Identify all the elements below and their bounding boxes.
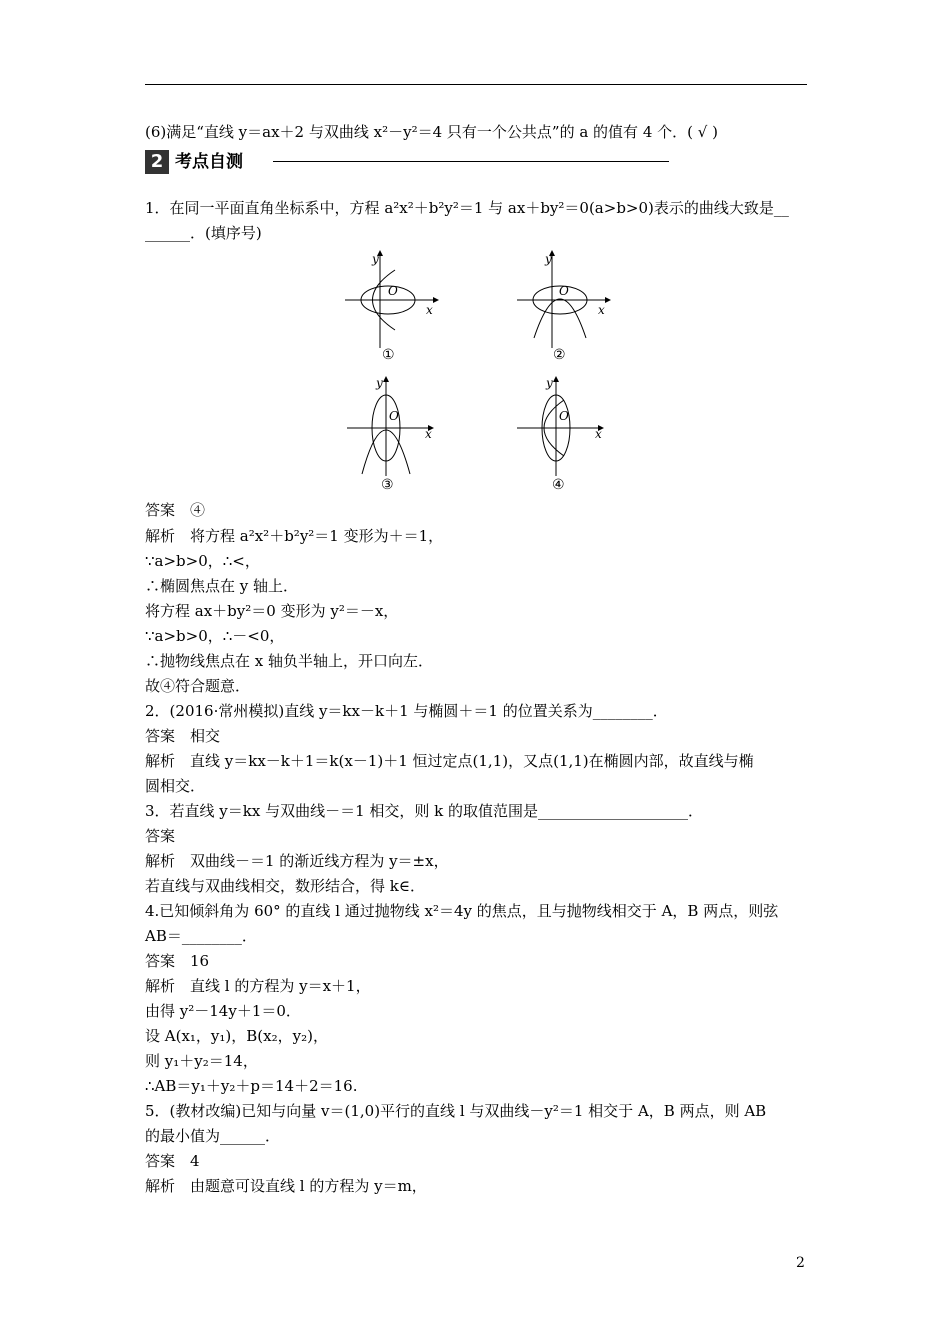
q4-line2: AB＝________． xyxy=(145,927,257,945)
figure-4-x-label: x xyxy=(595,427,602,441)
q5-line2: 的最小值为______． xyxy=(145,1127,281,1145)
q1-answer: 答案 ④ xyxy=(145,501,206,519)
q3-question: 3．若直线 y＝kx 与双曲线－＝1 相交，则 k 的取值范围是____________________． xyxy=(145,802,704,820)
q2-question: 2．(2016·常州模拟)直线 y＝kx－k＋1 与椭圆＋＝1 的位置关系为________． xyxy=(145,702,668,720)
figure-3-label: ③ xyxy=(381,477,394,493)
q4-analysis-line: 由得 y²－14y＋1＝0． xyxy=(145,1002,301,1020)
q1-analysis-line: 故④符合题意． xyxy=(145,677,251,695)
q4-analysis-line: 则 y₁＋y₂＝14， xyxy=(145,1052,258,1070)
q4-analysis-line: ∴AB＝y₁＋y₂＋p＝14＋2＝16. xyxy=(145,1077,358,1095)
q5-analysis: 解析 由题意可设直线 l 的方程为 y＝m， xyxy=(145,1177,427,1195)
figure-3-origin-label: O xyxy=(389,409,399,423)
q2-analysis-line1: 解析 直线 y＝kx－k＋1＝k(x－1)＋1 恒过定点(1,1)，又点(1,1)在椭圆内部，故直线与椭 xyxy=(145,752,754,770)
q1-analysis-line: 将方程 ax＋by²＝0 变形为 y²＝－x， xyxy=(145,602,399,620)
figure-4-origin-label: O xyxy=(559,409,569,423)
figure-1-y-label: y xyxy=(372,252,379,266)
q5-line1: 5．(教材改编)已知与向量 v＝(1,0)平行的直线 l 与双曲线－y²＝1 相交于 A，B 两点，则 AB xyxy=(145,1102,767,1120)
q4-analysis-line: 解析 直线 l 的方程为 y＝x＋1， xyxy=(145,977,371,995)
figure-1-x-label: x xyxy=(426,303,433,317)
q1-analysis-line: ∵a>b>0，∴<， xyxy=(145,552,260,570)
figure-4-y-label: y xyxy=(546,376,553,390)
q4-analysis-line: 设 A(x₁，y₁)，B(x₂，y₂)， xyxy=(145,1027,328,1045)
figure-4-label: ④ xyxy=(552,477,565,493)
figure-1-label: ① xyxy=(382,347,395,363)
q3-analysis-line2: 若直线与双曲线相交，数形结合，得 k∈． xyxy=(145,877,425,895)
item-6: (6)满足“直线 y＝ax＋2 与双曲线 x²－y²＝4 只有一个公共点”的 a 的值有 4 个．( √ ) xyxy=(145,123,718,141)
q1-line1: 1．在同一平面直角坐标系中，方程 a²x²＋b²y²＝1 与 ax＋by²＝0(a>b>0)表示的曲线大致是__ xyxy=(145,199,789,217)
header-rule xyxy=(145,84,807,85)
q3-answer: 答案 xyxy=(145,827,176,845)
figure-2-graph xyxy=(512,250,612,350)
q4-answer: 答案 16 xyxy=(145,952,210,970)
q1-line2: ______．(填序号) xyxy=(145,224,262,242)
q1-analysis-line: 解析 将方程 a²x²＋b²y²＝1 变形为＋＝1， xyxy=(145,527,444,545)
figure-2-y-label: y xyxy=(545,252,552,266)
q1-analysis-line: ∴椭圆焦点在 y 轴上． xyxy=(145,577,299,595)
figure-4-graph xyxy=(514,376,610,476)
section-badge: 2 xyxy=(145,150,169,174)
q5-answer: 答案 4 xyxy=(145,1152,200,1170)
section-title: 考点自测 xyxy=(175,152,243,172)
q3-analysis-line1: 解析 双曲线－＝1 的渐近线方程为 y＝±x， xyxy=(145,852,449,870)
q1-analysis-line: ∴抛物线焦点在 x 轴负半轴上，开口向左． xyxy=(145,652,433,670)
page-number: 2 xyxy=(796,1255,805,1271)
q2-analysis-line2: 圆相交． xyxy=(145,777,206,795)
q2-answer: 答案 相交 xyxy=(145,727,221,745)
figure-2-x-label: x xyxy=(598,303,605,317)
figure-2-origin-label: O xyxy=(559,284,569,298)
q4-line1: 4.已知倾斜角为 60° 的直线 l 通过抛物线 x²＝4y 的焦点，且与抛物线相交于 A，B 两点，则弦 xyxy=(145,902,779,920)
figure-3-x-label: x xyxy=(425,427,432,441)
section-rule xyxy=(273,161,669,162)
figure-3-graph xyxy=(344,376,440,476)
figure-2-label: ② xyxy=(553,347,566,363)
q1-analysis-line: ∵a>b>0，∴－<0， xyxy=(145,627,285,645)
figure-1-origin-label: O xyxy=(388,284,398,298)
figure-1-graph xyxy=(340,250,440,350)
figure-3-y-label: y xyxy=(376,376,383,390)
